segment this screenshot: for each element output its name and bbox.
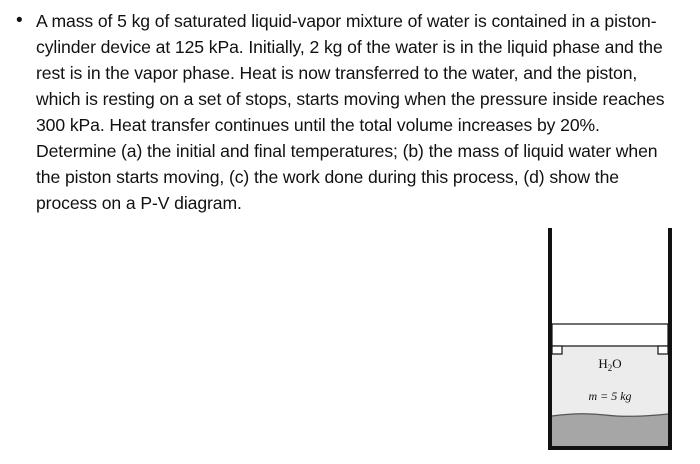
bullet-point: • bbox=[16, 10, 23, 31]
problem-text: A mass of 5 kg of saturated liquid-vapor mixture of water is contained in a piston-cylinder device at 125 kPa. Initially, 2 kg of the water is in the liquid phase and the rest is in the vapor phase. Heat is now transferred to the water, and the piston, which is resting on a set of stops, starts moving when the pressure inside reaches 300 kPa. Heat transfer continues until the total volume increases by 20%. Determine (a) the initial and final temperatures; (b) the mass of liquid water when the piston starts moving, (c) the work done during this process, (d) show the process on a P-V diagram. bbox=[36, 11, 665, 213]
cylinder-right-wall bbox=[668, 228, 672, 450]
substance-label: $H_2O$ bbox=[598, 356, 622, 373]
piston-cylinder-figure bbox=[540, 226, 680, 456]
cylinder-bottom bbox=[548, 446, 672, 450]
vapor-region bbox=[552, 346, 668, 416]
piston bbox=[552, 324, 668, 346]
piston-cylinder-diagram bbox=[540, 226, 680, 456]
cylinder-left-wall bbox=[548, 228, 552, 450]
problem-statement bbox=[10, 8, 690, 216]
left-stop bbox=[552, 346, 562, 354]
mass-label: m = 5 kg bbox=[588, 389, 632, 403]
liquid-region bbox=[552, 414, 668, 446]
right-stop bbox=[658, 346, 668, 354]
